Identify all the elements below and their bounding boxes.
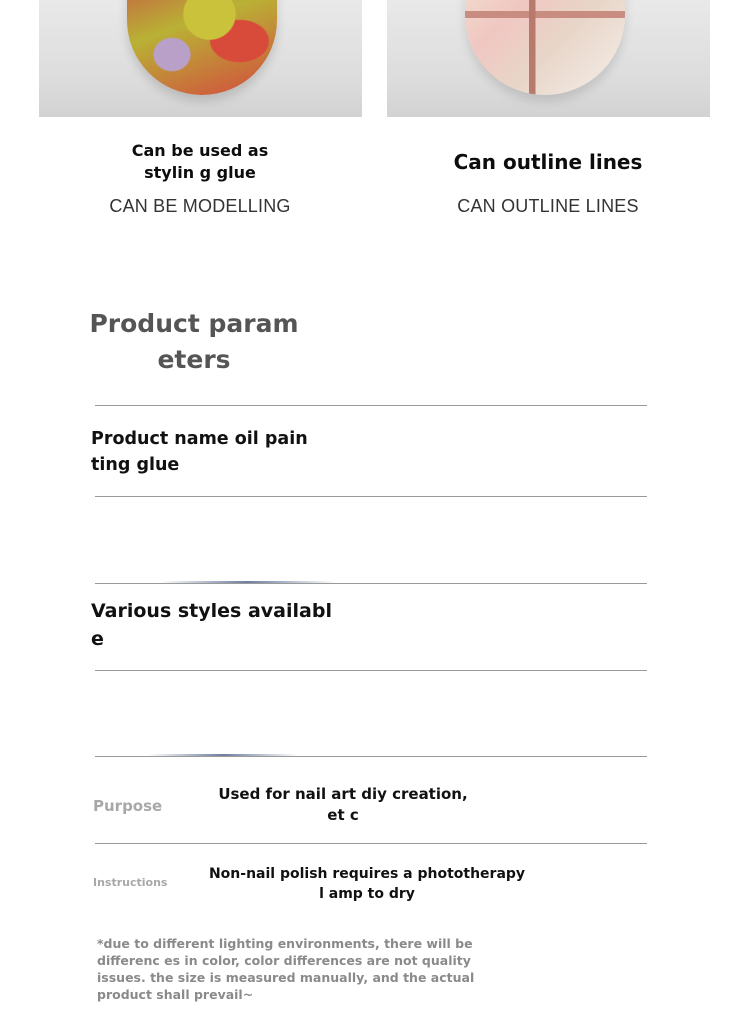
product-name-row: Product name oil pain ting glue bbox=[91, 429, 308, 475]
styling-glue-photo bbox=[39, 0, 362, 117]
disclaimer-note: *due to different lighting environments, there will be differenc es in color, color differences are not quality issues. the size is measured manually, and the actual product shall prevail~ bbox=[97, 936, 475, 1002]
styles-row: Various styles availabl e bbox=[91, 600, 332, 650]
feature-title-styling: Can be used as stylin g glue bbox=[131, 141, 269, 182]
feature-subtitle-styling: CAN BE MODELLING bbox=[109, 196, 291, 216]
instructions-label: Instructions bbox=[93, 876, 168, 889]
divider bbox=[95, 405, 647, 406]
purpose-value: Used for nail art diy creation, et c bbox=[218, 785, 468, 824]
divider bbox=[95, 843, 647, 844]
divider bbox=[95, 496, 647, 497]
divider bbox=[95, 756, 647, 757]
divider bbox=[95, 583, 647, 584]
outline-lines-photo bbox=[387, 0, 710, 117]
feature-subtitle-outline: CAN OUTLINE LINES bbox=[457, 196, 639, 216]
instructions-value: Non-nail polish requires a phototherapy l amp to dry bbox=[208, 866, 526, 902]
painted-nail-image bbox=[465, 0, 625, 95]
divider bbox=[95, 670, 647, 671]
purpose-label: Purpose bbox=[93, 797, 163, 815]
painted-nail-image bbox=[127, 0, 277, 95]
section-title: Product param eters bbox=[89, 309, 299, 374]
feature-title-outline: Can outline lines bbox=[453, 150, 643, 174]
